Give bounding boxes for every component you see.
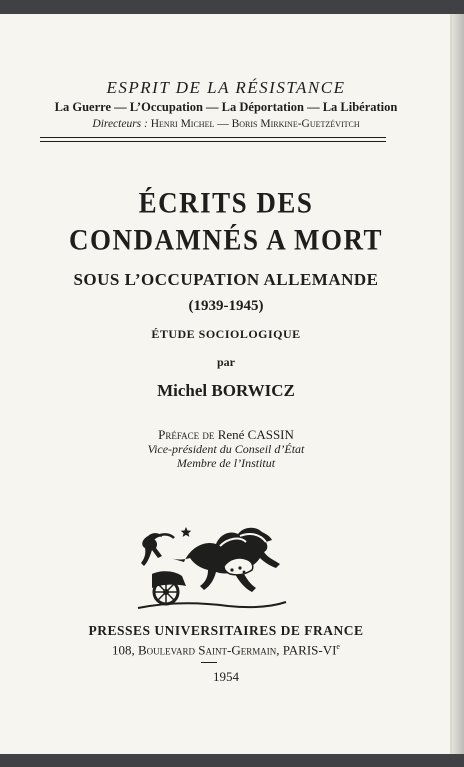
- book-title-line1: ÉCRITS DES: [138, 186, 314, 220]
- address-city: PARIS-VI: [282, 642, 337, 658]
- divider-thin: [40, 141, 386, 142]
- chariot-horses-emblem-icon: [128, 522, 290, 618]
- series-directors: [0, 118, 452, 130]
- book-study-type: ÉTUDE SOCIOLOGIQUE: [151, 327, 301, 341]
- address-city-suffix: e: [336, 642, 340, 651]
- series-title: ESPRIT DE LA RÉSISTANCE: [106, 78, 346, 97]
- preface-author: René CASSIN: [217, 427, 294, 442]
- preface-author-role1: Vice-président du Conseil d’État: [147, 442, 305, 456]
- publisher-name: PRESSES UNIVERSITAIRES DE FRANCE: [88, 623, 364, 638]
- publisher-address: [0, 642, 452, 658]
- book-subtitle: SOUS L’OCCUPATION ALLEMANDE: [73, 270, 379, 289]
- title-page: [0, 14, 452, 754]
- book-author: Michel BORWICZ: [157, 381, 295, 400]
- year-divider: [201, 662, 217, 663]
- by-word: par: [217, 355, 235, 369]
- series-subtitle: La Guerre — L’Occupation — La Déportation — La Libération: [54, 100, 398, 114]
- directors-label: Directeurs :: [92, 118, 148, 130]
- divider-thick: [40, 137, 386, 138]
- preface-credit: [0, 427, 452, 443]
- preface-author-role2: Membre de l’Institut: [176, 456, 276, 470]
- address-street: Boulevard Saint-Germain,: [138, 642, 280, 658]
- address-number: 108,: [112, 642, 135, 658]
- page-edge: [452, 14, 464, 754]
- directors-names: Henri Michel — Boris Mirkine-Guetzévitch: [150, 118, 360, 130]
- preface-label: Préface de: [158, 427, 215, 442]
- book-title-line2: CONDAMNÉS A MORT: [68, 223, 384, 257]
- publication-year: 1954: [213, 669, 239, 684]
- book-dates: (1939-1945): [188, 298, 264, 314]
